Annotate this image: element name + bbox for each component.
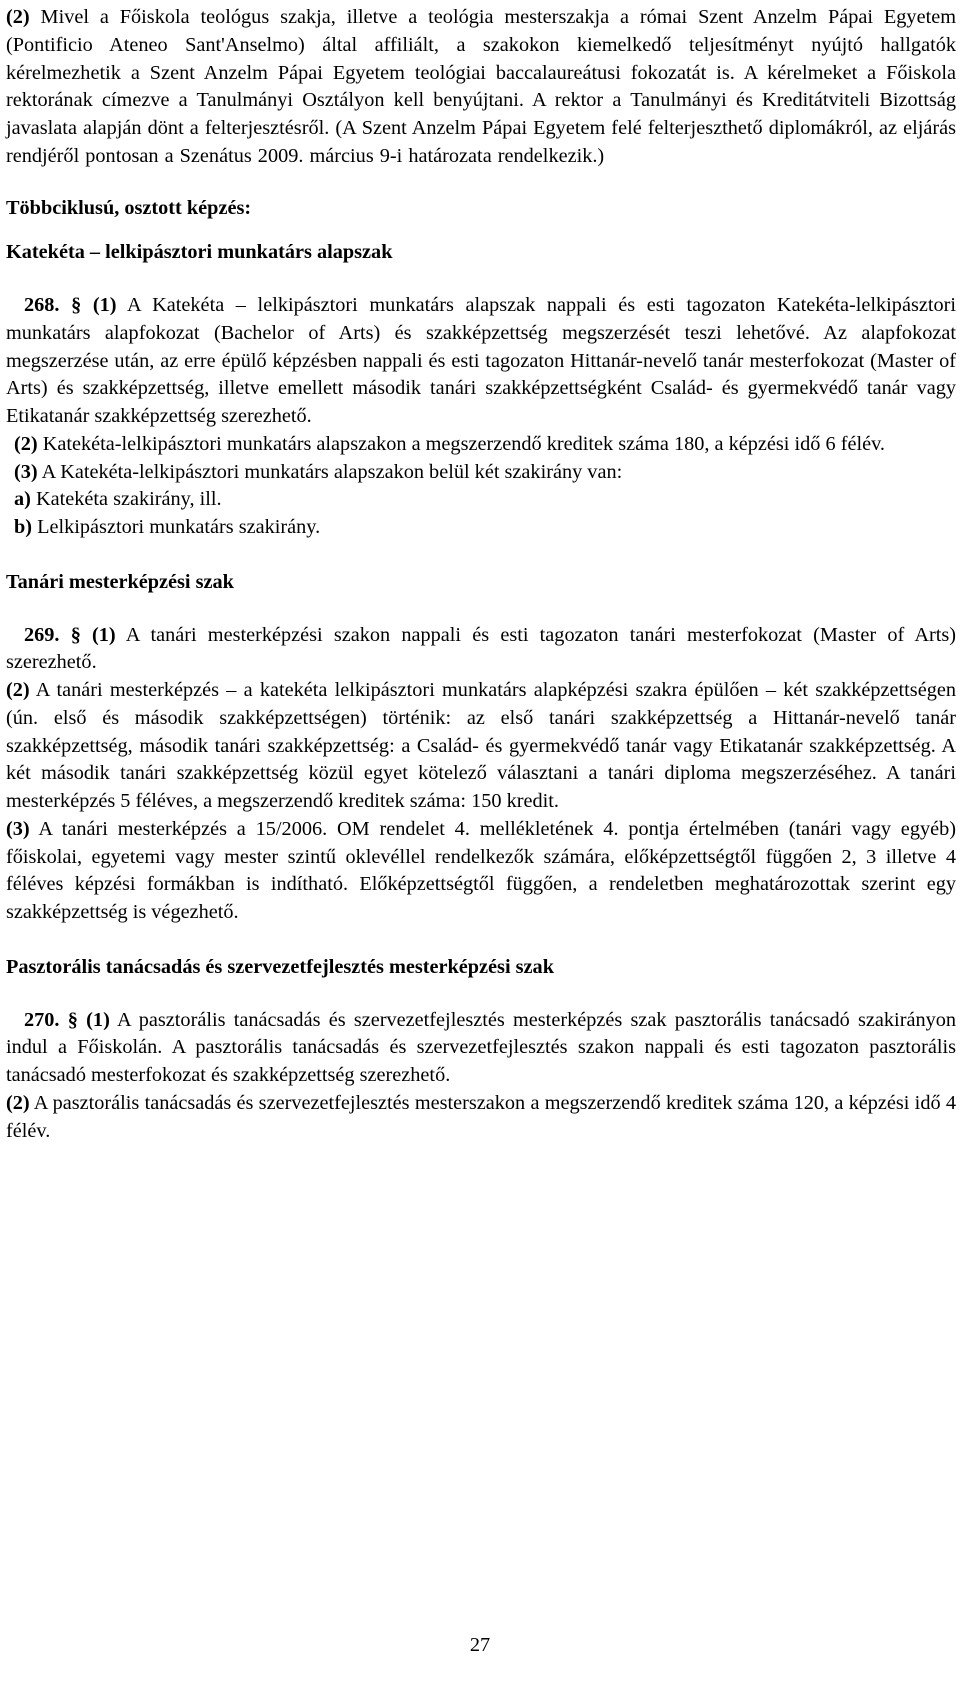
section-sign: § bbox=[71, 294, 82, 316]
article-268-paragraph-1 bbox=[6, 292, 956, 431]
heading-pasztoralis-mesterkepzes: Pasztorális tanácsadás és szervezetfejlesztés mesterképzési szak bbox=[6, 955, 554, 978]
paragraph-number: (3) bbox=[14, 460, 38, 483]
item-letter: b) bbox=[14, 516, 33, 538]
article-number: 270. bbox=[24, 1008, 68, 1031]
document-page bbox=[6, 4, 956, 1145]
paragraph-text: Katekéta-lelkipásztori munkatárs alapszakon a megszerzendő kreditek száma 180, a képzési idő 6 félév. bbox=[37, 432, 885, 455]
paragraph-text: A Katekéta – lelkipásztori munkatárs alapszak nappali és esti tagozaton Katekéta-lelkipásztori munkatárs alapfokozat (Bachelor of Arts) és szakképzettség megszerzését teszi lehetővé. Az alapfokozat megszerzése után, az erre épülő képzésben nappali és esti tagozaton Hittanár-nevelő tanár mesterfokozat (Master of Arts) és szakképzettség, illetve emellett második tanári szakképzettségként Család- és gyermekvédő tanár vagy Etikatanár szakképzettség szerezhető. bbox=[6, 294, 956, 427]
article-268-paragraph-2 bbox=[6, 431, 956, 459]
paragraph-number: (2) bbox=[6, 1091, 30, 1114]
paragraph-number: (2) bbox=[6, 6, 30, 28]
paragraph-number: (3) bbox=[6, 817, 30, 840]
heading-multicycle: Többciklusú, osztott képzés: bbox=[6, 196, 252, 219]
item-text: Lelkipásztori munkatárs szakirány. bbox=[32, 516, 321, 538]
article-268-item-b bbox=[6, 514, 956, 542]
paragraph-number: (1) bbox=[92, 623, 116, 646]
article-270-paragraph-1 bbox=[6, 1007, 956, 1090]
article-268-paragraph-3 bbox=[6, 459, 956, 487]
paragraph-text: A tanári mesterképzés – a katekéta lelkipásztori munkatárs alapképzési szakra épülően – két szakképzettségen (ún. első és második szakképzettségen) történik: az első tanári szakképzettség a Hittanár-nevelő tanár szakképzettség, második tanári szakképzettség: a Család- és gyermekvédő tanár vagy Etikatanár szakképzettség. A két második tanári szakképzettség közül egyet kötelező választani a tanári diploma megszerzéséhez. A tanári mesterképzés 5 féléves, a megszerzendő kreditek száma: 150 kredit. bbox=[6, 679, 956, 812]
article-268-item-a bbox=[6, 486, 956, 514]
article-269-paragraph-3 bbox=[6, 816, 956, 927]
paragraph-text: A tanári mesterképzés a 15/2006. OM rendelet 4. mellékletének 4. pontja értelmében (tanári vagy egyéb) főiskolai, egyetemi vagy mester szintű oklevéllel rendelkezők számára, előképzettségtől függően 2, 3 illetve 4 féléves képzési formákban is indítható. Előképzettségtől függően, a rendeletben meghatározottak szerint egy szakképzettség is végezhető. bbox=[6, 817, 956, 923]
page-number: 27 bbox=[469, 1634, 491, 1656]
article-number: 268. bbox=[24, 294, 72, 316]
paragraph-number: (1) bbox=[86, 1008, 110, 1031]
paragraph-number: (1) bbox=[92, 294, 117, 316]
article-269-paragraph-2 bbox=[6, 677, 956, 816]
paragraph-text: A tanári mesterképzési szakon nappali és esti tagozaton tanári mesterfokozat (Master of Arts) szerezhető. bbox=[6, 623, 957, 674]
section-sign: § bbox=[67, 1008, 78, 1031]
paragraph-number: (2) bbox=[14, 432, 38, 455]
paragraph-intro bbox=[6, 4, 956, 171]
paragraph-text: A pasztorális tanácsadás és szervezetfejlesztés mesterszakon a megszerzendő kreditek száma 120, a képzési idő 4 félév. bbox=[6, 1091, 956, 1142]
section-sign: § bbox=[70, 623, 81, 646]
heading-tanari-mesterkepzes: Tanári mesterképzési szak bbox=[6, 570, 234, 593]
paragraph-text: Mivel a Főiskola teológus szakja, illetve a teológia mesterszakja a római Szent Anzelm Pápai Egyetem (Pontificio Ateneo Sant'Anselmo) által affiliált, a szakokon kiemelkedő teljesítményt nyújtó hallgatók kérelmezhetik a Szent Anzelm Pápai Egyetem teológiai baccalaureátusi fokozatát is. A kérelmeket a Főiskola rektorának címezve a Tanulmányi Osztályon kell benyújtani. A rektor a Tanulmányi és Kreditátviteli Bizottság javaslata alapján dönt a felterjesztésről. (A Szent Anzelm Pápai Egyetem felé felterjeszthető diplomákról, az eljárás rendjéről pontosan a Szenátus 2009. március 9-i határozata rendelkezik.) bbox=[6, 6, 956, 167]
article-269-paragraph-1 bbox=[6, 622, 956, 678]
article-number: 269. bbox=[24, 623, 71, 646]
heading-katekéta-alapszak: Katekéta – lelkipásztori munkatárs alapszak bbox=[6, 241, 393, 264]
paragraph-text: A Katekéta-lelkipásztori munkatárs alapszakon belül két szakirány van: bbox=[37, 460, 623, 483]
paragraph-number: (2) bbox=[6, 679, 30, 701]
article-270-paragraph-2 bbox=[6, 1090, 956, 1146]
paragraph-text: A pasztorális tanácsadás és szervezetfejlesztés mesterképzés szak pasztorális tanácsadó szakirányon indul a Főiskolán. A pasztorális tanácsadás és szervezetfejlesztés szakon nappali és esti tagozaton pasztorális tanácsadó mesterfokozat és szakképzettség szerezhető. bbox=[6, 1008, 957, 1086]
item-letter: a) bbox=[14, 488, 31, 511]
item-text: Katekéta szakirány, ill. bbox=[30, 488, 222, 511]
